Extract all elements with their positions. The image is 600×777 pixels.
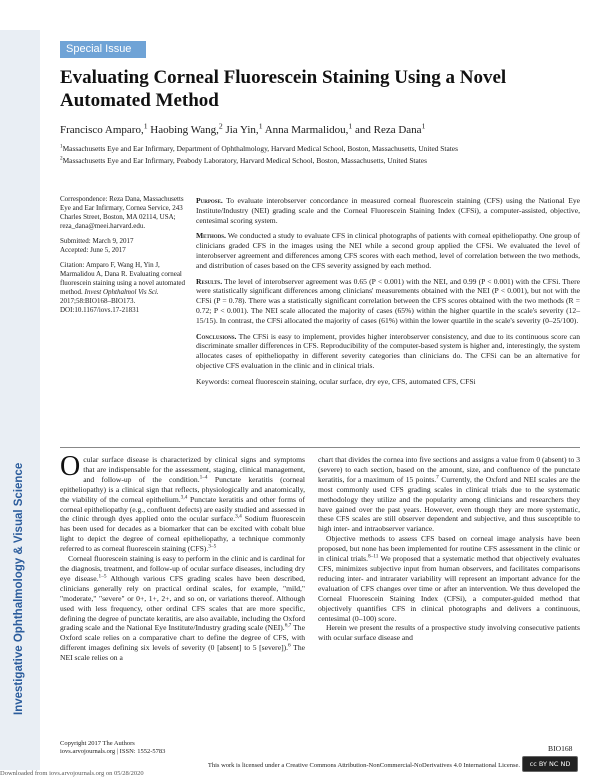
submitted-date: Submitted: March 9, 2017 [60, 237, 134, 245]
body-paragraph: Corneal fluorescein staining is easy to perform in the clinic and is cardinal for the diagnosis, treatment, and follow-up of ocular surface diseases, including dry eye disease.$^{1-5}$ Although various CFS grading scales have been described, clinicians generally rely on practical ordinal scales, for example, "mild," "moderate," "severe" or 0+, 1+, 2+, and so on, or variations thereof. Although used with less frequency, other ordinal CFS scales that are more specific, defining the degree of punctate keratitis, are also available, including the Oxford grading scale and the National Eye Institute/Industry grading scale (NEI).$^{6,7}$ The Oxford scale relies on a comparative chart to define the degree of CFS, with different images defining six levels of severity (0 [absent] to 5 [severe]).$^6$ The NEI scale relies on a [60, 554, 305, 663]
dates [60, 237, 190, 255]
special-issue-badge: Special Issue [60, 41, 146, 58]
footer-copyright [60, 740, 165, 756]
author-name: Jia Yin, [225, 124, 259, 136]
author-name: Haobing Wang, [150, 124, 219, 136]
abstract-methods: Methods. We conducted a study to evaluate CFS in clinical photographs of patients with corneal epitheliopathy. One group of clinicians graded CFS in the images using the NEI while a second group applied the CFSi. We evaluated the level of interobserver agreement and differences among CFS scores with each method, level of correlation between the two methods, and distribution of cases based on the CFS severity assigned by each method. [196, 231, 580, 270]
abstract-conclusions: Conclusions. The CFSi is easy to implement, provides higher interobserver consistency, and due to its continuous score can discriminate smaller differences in CFS. Reproducibility of the computer-based system is higher and, interestingly, the system allocates cases of epitheliopathy in different severity categories than clinicians do. The CFSi can be an alternative for objective CFS evaluation in the clinic and in clinical trials. [196, 331, 580, 370]
author-name: and Reza Dana [354, 124, 422, 136]
journal-url-issn[interactable]: iovs.arvojournals.org | ISSN: 1552-5783 [60, 748, 166, 755]
affiliations [60, 144, 580, 168]
page-identifier: BIO168 [548, 744, 573, 753]
body-column-right [318, 455, 580, 643]
author-affiliation-mark: 1 [143, 121, 148, 131]
citation-journal: Invest Ophthalmol Vis Sci. [84, 288, 159, 296]
body-paragraph: Herein we present the results of a prospective study involving consecutive patients with ocular surface disease and [318, 623, 580, 643]
copyright-text: Copyright 2017 The Authors [60, 740, 135, 747]
journal-sidebar-title: Investigative Ophthalmology & Visual Science [13, 462, 25, 715]
author-affiliation-mark: 2 [218, 121, 223, 131]
drop-cap: O [60, 451, 81, 482]
abstract [196, 196, 580, 393]
download-stamp: Downloaded from iovs.arvojournals.org on 05/28/2020 [0, 770, 144, 777]
abstract-purpose: Purpose. To evaluate interobserver concordance in measured corneal fluorescein staining (CFS) using the National Eye Institute/Industry (NEI) grading scale and the Corneal Fluorescein Staining Index (CFSi), a computer-assisted, objective, centesimal scoring system. [196, 196, 580, 225]
author-name: Anna Marmalidou, [264, 124, 349, 136]
body-paragraph: chart that divides the cornea into five sections and assigns a value from 0 (absent) to 3 (severe) to each section, based on the amount, size, and confluence of the punctate keratitis, for a maximum of 15 points.$^7$ Currently, the Oxford and NEI scales are the most commonly used CFS grading scales in clinical trials due to the systematic methodology they utilize and the popularity among clinicians and researchers they have gained over the past years. However, even though they are more systematic, these CFS scales are still observer dependent and subjective, and thus susceptible to high inter- and intraobserver variance. [318, 455, 581, 534]
body-column-left [60, 451, 306, 663]
author-affiliation-mark: 1 [348, 121, 353, 131]
section-divider [60, 447, 580, 448]
body-paragraph: Objective methods to assess CFS based on corneal image analysis have been proposed, but none has been implemented for routine CFS assessment in the clinic or in clinical trials.$^{8-11}$ We proposed that a systematic method that objectively evaluates CFS, minimizes subjective input from human observers, and facilitates comparisons reducing inter- and intrarater variability will represent an important advance for the evaluation of CFS changes over time or after an intervention. We thus developed the Corneal Fluorescein Staining Index (CFSi), a computer-guided method that objectively quantifies CFS in clinical photographs and delivers a continuous, centesimal (0–100) score. [318, 534, 580, 623]
citation: Citation: Amparo F, Wang H, Yin J, Marmalidou A, Dana R. Evaluating corneal fluorescein staining using a novel automated method. Invest Ophthalmol Vis Sci. 2017;58:BIO168–BIO173. DOI:10.1167/iovs.17-21831 [60, 261, 185, 314]
article-title: Evaluating Corneal Fluorescein Staining Using a Novel Automated Method [60, 67, 507, 111]
author-affiliation-mark: 1 [421, 121, 426, 131]
author-name: Francisco Amparo, [60, 124, 144, 136]
accepted-date: Accepted: June 5, 2017 [60, 246, 126, 254]
affiliation-1: $^1$Massachusetts Eye and Ear Infirmary, Department of Ophthalmology, Harvard Medical School, Boston, Massachusetts, United States [60, 143, 458, 153]
keywords: Keywords: corneal fluorescein staining, ocular surface, dry eye, CFS, automated CFS, CFSi [196, 376, 476, 386]
body-paragraph: Ocular surface disease is characterized by clinical signs and symptoms that are indispensable for the assessment, staging, clinical management, and follow-up of the condition.$^{1-4}$ Punctate keratitis (corneal epitheliopathy) is a clinical sign that reflects, physiologically and anatomically, the viability of the corneal epithelium.$^{3,4}$ Punctate keratitis and other forms of corneal epitheliopathy (e.g., confluent defects) are easily studied and assessed in the clinic through dyes applied onto the ocular surface.$^{3,4}$ Sodium fluorescein has been used for decades as a biomarker that can be excited with cobalt blue light to depict the degree of corneal epitheliopathy, a technique commonly referred to as corneal fluorescein staining (CFS).$^{3-5}$ [60, 451, 306, 554]
affiliation-2: $^2$Massachusetts Eye and Ear Infirmary, Peabody Laboratory, Harvard Medical School, Boston, Massachusetts, United States [60, 155, 427, 165]
license-text: This work is licensed under a Creative Commons Attribution-NonCommercial-NoDerivatives 4.0 International License. [207, 762, 520, 769]
author-list [60, 121, 580, 136]
abstract-results: Results. The level of interobserver agreement was 0.65 (P < 0.001) with the NEI, and 0.99 (P < 0.001) with the CFSi. There were statistically significant differences among clinicians' measurements obtained with the NEI (P < 0.001), but not with the CFSi (P = 0.78). There was a statistically significant correlation between the CFS scores obtained with the two methods (R = 0.72; P < 0.001). The NEI scale allocated the majority of cases (65%) within the higher quartile in the scale's severity (12–15/15). In contrast, the CFSi allocated the majority of cases (61%) within the lower quartile in the scale's severity (0–25/100). [196, 276, 580, 325]
author-affiliation-mark: 1 [258, 121, 263, 131]
correspondence: Correspondence: Reza Dana, Massachusetts Eye and Ear Infirmary, Cornea Service, 243 Charles Street, Boston, MA 02114, USA; reza_dana@meei.harvard.edu. [60, 195, 184, 230]
article-info-column [60, 195, 190, 321]
creative-commons-icon[interactable]: cc BY NC ND [522, 756, 578, 772]
